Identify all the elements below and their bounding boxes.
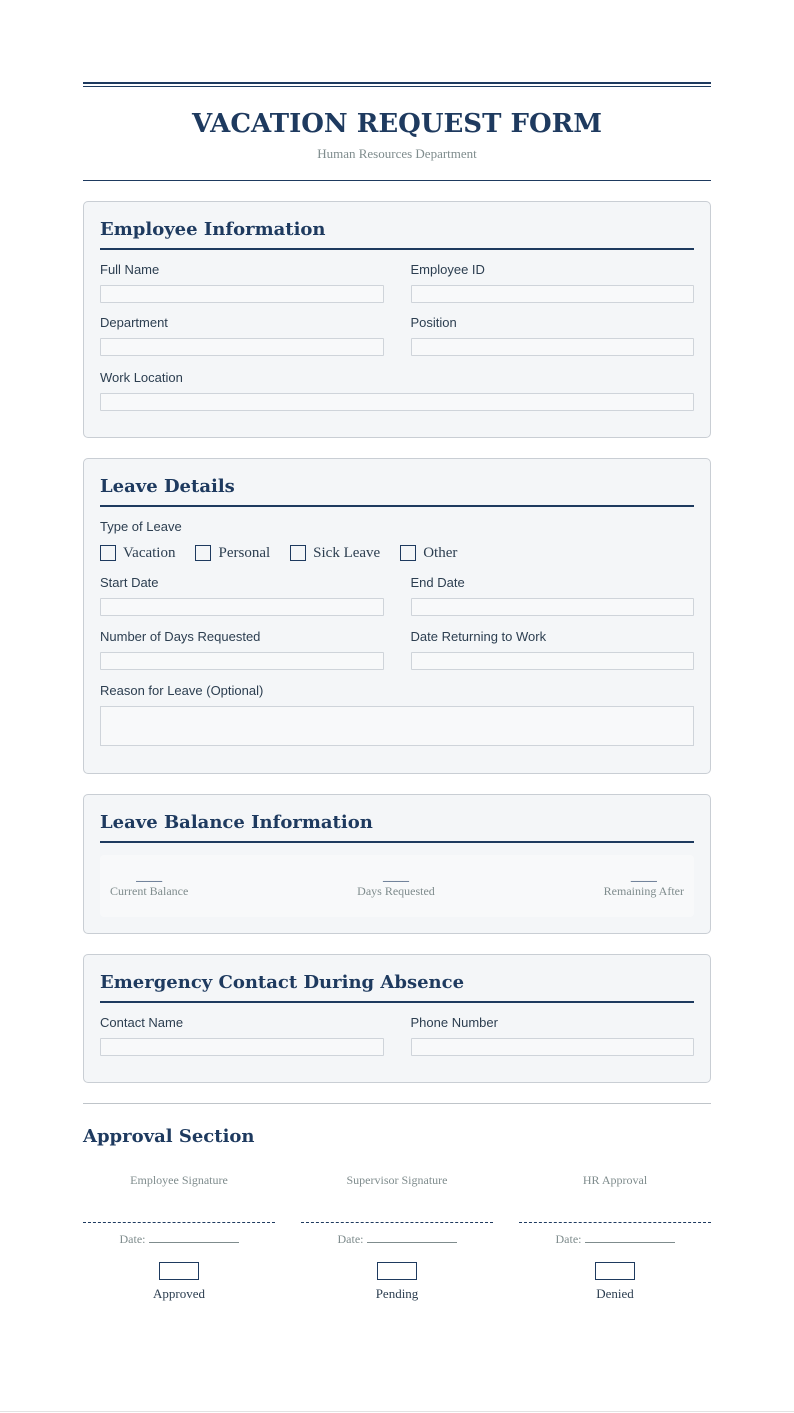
status-checkbox[interactable] bbox=[377, 1262, 417, 1280]
end-date-input[interactable] bbox=[411, 598, 695, 616]
department-label: Department bbox=[100, 315, 168, 330]
checkbox[interactable] bbox=[195, 545, 211, 561]
employee-id-field bbox=[411, 262, 695, 303]
remaining-after-value: ____ bbox=[630, 868, 657, 883]
checkbox[interactable] bbox=[100, 545, 116, 561]
signature-line[interactable] bbox=[519, 1222, 711, 1223]
full-name-field bbox=[100, 262, 384, 303]
reason-field bbox=[100, 683, 694, 746]
section-title: Employee Information bbox=[100, 218, 694, 250]
signature-line[interactable] bbox=[301, 1222, 493, 1223]
status-checkbox[interactable] bbox=[159, 1262, 199, 1280]
signature-date bbox=[301, 1232, 493, 1246]
type-of-leave-field bbox=[100, 519, 694, 562]
signature-label: Employee Signature bbox=[130, 1173, 228, 1187]
date-blank[interactable] bbox=[585, 1232, 675, 1243]
status-label: Pending bbox=[375, 1286, 419, 1301]
start-date-label: Start Date bbox=[100, 575, 159, 590]
employee-signature-block bbox=[83, 1173, 275, 1301]
current-balance bbox=[110, 855, 188, 917]
date-label: Date: bbox=[119, 1232, 146, 1246]
section-title: Emergency Contact During Absence bbox=[100, 971, 694, 1003]
days-requested-field bbox=[100, 629, 384, 670]
page-subtitle: Human Resources Department bbox=[317, 146, 477, 161]
department-input[interactable] bbox=[100, 338, 384, 356]
signature-line[interactable] bbox=[83, 1222, 275, 1223]
leave-type-personal[interactable] bbox=[195, 544, 270, 562]
supervisor-signature-block bbox=[301, 1173, 493, 1301]
checkbox-label: Personal bbox=[218, 545, 271, 561]
full-name-label: Full Name bbox=[100, 262, 160, 277]
checkbox-label: Sick Leave bbox=[313, 545, 381, 561]
end-date-field bbox=[411, 575, 695, 616]
date-blank[interactable] bbox=[367, 1232, 457, 1243]
phone-number-field bbox=[411, 1015, 695, 1056]
position-field bbox=[411, 315, 695, 356]
page-bottom-rule bbox=[0, 1411, 794, 1412]
checkbox[interactable] bbox=[290, 545, 306, 561]
section-title: Leave Balance Information bbox=[100, 811, 694, 843]
date-label: Date: bbox=[555, 1232, 582, 1246]
leave-type-options bbox=[100, 544, 694, 562]
checkbox-label: Other bbox=[423, 545, 458, 561]
contact-name-label: Contact Name bbox=[100, 1015, 184, 1030]
reason-label: Reason for Leave (Optional) bbox=[100, 683, 264, 698]
days-requested-balance bbox=[357, 855, 435, 917]
days-requested-input[interactable] bbox=[100, 652, 384, 670]
page-title: VACATION REQUEST FORM bbox=[192, 109, 602, 139]
balance-summary bbox=[100, 855, 694, 917]
employee-id-label: Employee ID bbox=[410, 262, 485, 277]
return-date-label: Date Returning to Work bbox=[410, 629, 547, 644]
contact-name-input[interactable] bbox=[100, 1038, 384, 1056]
full-name-input[interactable] bbox=[100, 285, 384, 303]
work-location-field bbox=[100, 370, 694, 411]
employee-id-input[interactable] bbox=[411, 285, 695, 303]
signature-date bbox=[519, 1232, 711, 1246]
end-date-label: End Date bbox=[410, 575, 465, 590]
leave-type-other[interactable] bbox=[400, 544, 457, 562]
vacation-request-form bbox=[83, 82, 711, 1301]
return-date-input[interactable] bbox=[411, 652, 695, 670]
signature-row bbox=[83, 1173, 711, 1301]
days-requested-label: Number of Days Requested bbox=[100, 629, 261, 644]
return-date-field bbox=[411, 629, 695, 670]
date-blank[interactable] bbox=[149, 1232, 239, 1243]
current-balance-label: Current Balance bbox=[110, 884, 189, 898]
date-label: Date: bbox=[337, 1232, 364, 1246]
signature-label: Supervisor Signature bbox=[346, 1173, 448, 1187]
status-label: Approved bbox=[153, 1286, 205, 1301]
remaining-after bbox=[604, 855, 684, 917]
status-option bbox=[519, 1262, 711, 1301]
status-label: Denied bbox=[596, 1286, 634, 1301]
approval-divider bbox=[83, 1103, 711, 1104]
checkbox[interactable] bbox=[400, 545, 416, 561]
leave-balance-section bbox=[83, 794, 711, 934]
status-checkbox[interactable] bbox=[595, 1262, 635, 1280]
days-requested-value: ____ bbox=[382, 868, 409, 883]
approval-section-title: Approval Section bbox=[83, 1126, 255, 1147]
status-option bbox=[301, 1262, 493, 1301]
position-input[interactable] bbox=[411, 338, 695, 356]
emergency-contact-section bbox=[83, 954, 711, 1083]
status-option bbox=[83, 1262, 275, 1301]
work-location-input[interactable] bbox=[100, 393, 694, 411]
start-date-input[interactable] bbox=[100, 598, 384, 616]
employee-information-section bbox=[83, 201, 711, 438]
header-divider bbox=[83, 180, 711, 181]
hr-approval-block bbox=[519, 1173, 711, 1301]
type-of-leave-label: Type of Leave bbox=[100, 519, 182, 534]
work-location-label: Work Location bbox=[100, 370, 183, 385]
leave-details-section bbox=[83, 458, 711, 774]
leave-type-sick-leave[interactable] bbox=[290, 544, 380, 562]
position-label: Position bbox=[410, 315, 457, 330]
header-double-rule bbox=[83, 82, 711, 87]
section-title: Leave Details bbox=[100, 475, 694, 507]
phone-number-label: Phone Number bbox=[410, 1015, 498, 1030]
department-field bbox=[100, 315, 384, 356]
phone-number-input[interactable] bbox=[411, 1038, 695, 1056]
remaining-after-label: Remaining After bbox=[603, 884, 684, 898]
current-balance-value: ____ bbox=[136, 868, 163, 883]
days-requested-label: Days Requested bbox=[357, 884, 435, 898]
signature-label: HR Approval bbox=[582, 1173, 648, 1187]
contact-name-field bbox=[100, 1015, 384, 1056]
signature-date bbox=[83, 1232, 275, 1246]
reason-textarea[interactable] bbox=[100, 706, 694, 746]
leave-type-vacation[interactable] bbox=[100, 544, 175, 562]
start-date-field bbox=[100, 575, 384, 616]
checkbox-label: Vacation bbox=[123, 545, 176, 561]
